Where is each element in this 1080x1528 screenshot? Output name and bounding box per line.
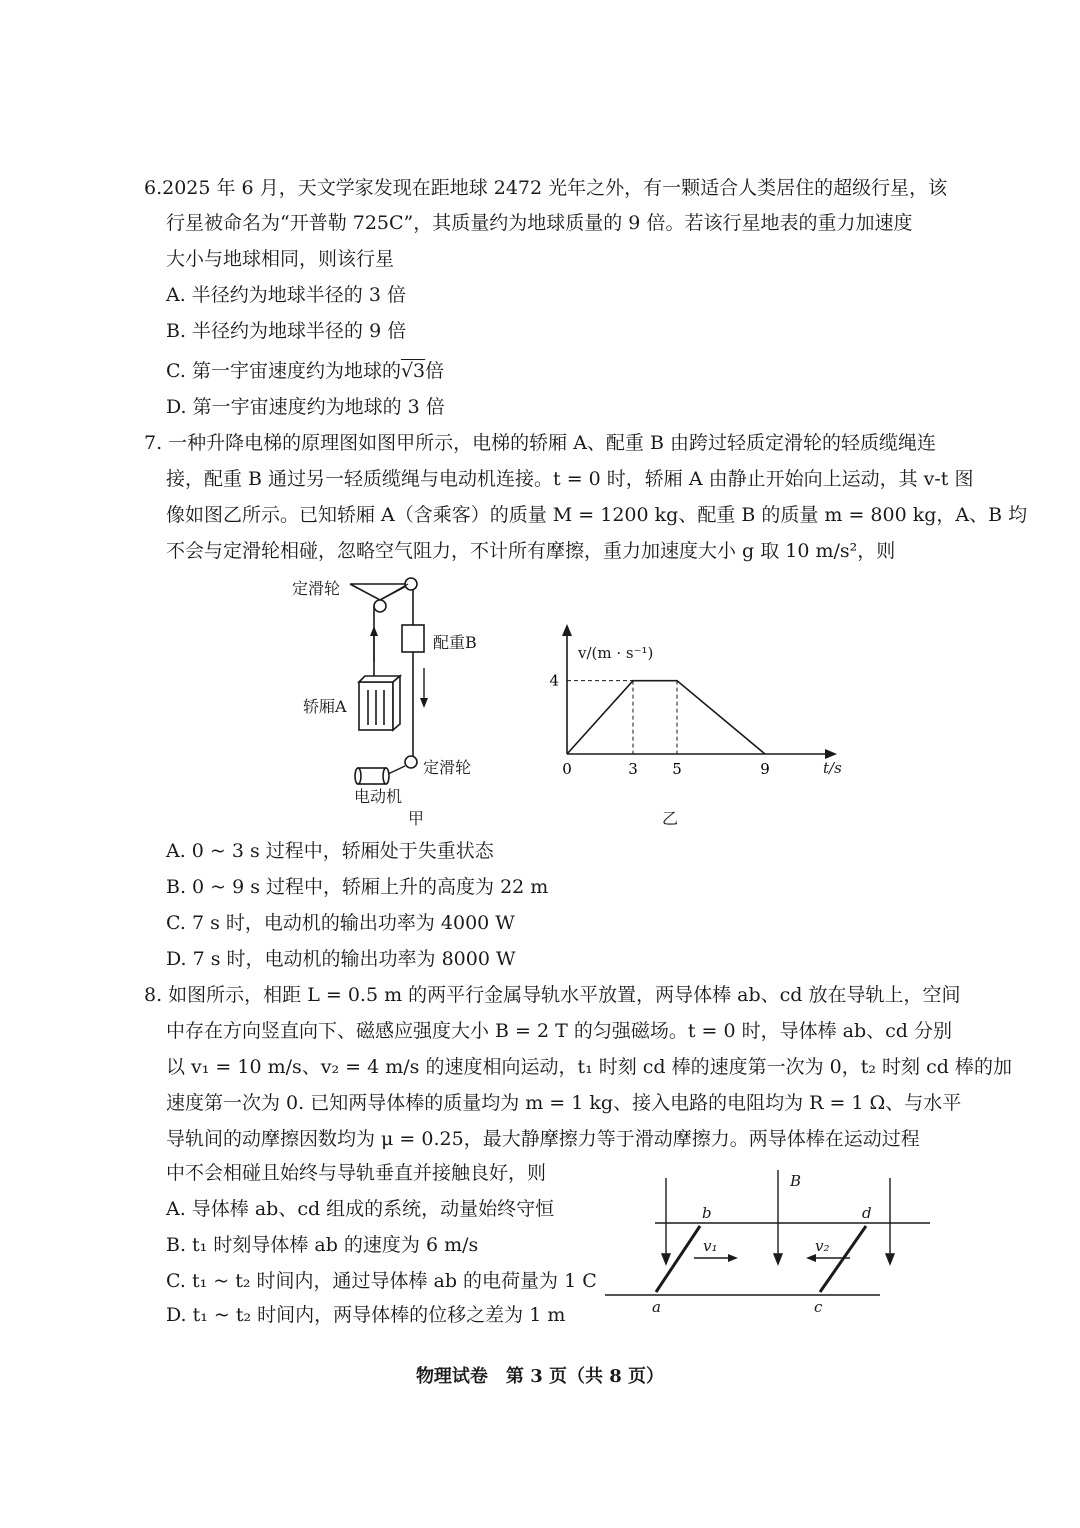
q6-option-c-suffix: 倍 bbox=[425, 360, 445, 382]
label-c: c bbox=[814, 1298, 823, 1316]
q8-line-6: 中不会相碰且始终与导轨垂直并接触良好，则 bbox=[166, 1162, 547, 1184]
x-tick-label-0: 0 bbox=[562, 760, 572, 778]
v1-arrow-head bbox=[728, 1254, 738, 1262]
x-tick-label-9: 9 bbox=[760, 760, 770, 778]
rod-cd bbox=[820, 1226, 866, 1292]
label-a: a bbox=[652, 1298, 661, 1316]
label-v2: v₂ bbox=[815, 1237, 830, 1255]
q6-line-3: 大小与地球相同，则该行星 bbox=[166, 248, 395, 270]
q7-option-d: D. 7 s 时，电动机的输出功率为 8000 W bbox=[166, 948, 516, 970]
label-top-pulley: 定滑轮 bbox=[292, 579, 341, 598]
q7-option-b: B. 0 ~ 9 s 过程中，轿厢上升的高度为 22 m bbox=[166, 876, 549, 898]
q8-line-1: 8. 如图所示，相距 L = 0.5 m 的两平行金属导轨水平放置，两导体棒 ab、cd 放在导轨上，空间 bbox=[144, 984, 961, 1006]
v2-arrow-head bbox=[806, 1254, 816, 1262]
down-arrow-head bbox=[420, 698, 428, 708]
label-d: d bbox=[862, 1204, 872, 1222]
x-axis-arrow bbox=[825, 749, 837, 759]
bottom-pulley bbox=[405, 756, 417, 768]
q7-line-1: 7. 一种升降电梯的原理图如图甲所示，电梯的轿厢 A、配重 B 由跨过轻质定滑轮的轻质缆绳连 bbox=[144, 432, 936, 454]
counterweight-box bbox=[402, 625, 424, 652]
y-axis-arrow bbox=[562, 624, 572, 636]
top-support bbox=[350, 584, 410, 600]
q8-option-a: A. 导体棒 ab、cd 组成的系统，动量始终守恒 bbox=[166, 1198, 555, 1220]
rope-motor bbox=[388, 766, 405, 774]
q8-line-2: 中存在方向竖直向下、磁感应强度大小 B = 2 T 的匀强磁场。t = 0 时，导体棒 ab、cd 分别 bbox=[166, 1020, 952, 1042]
q8-option-d: D. t₁ ~ t₂ 时间内，两导体棒的位移之差为 1 m bbox=[166, 1304, 566, 1326]
label-B: B bbox=[790, 1172, 802, 1190]
label-b: b bbox=[702, 1204, 712, 1222]
rails-diagram bbox=[600, 1160, 940, 1330]
q7-line-3: 像如图乙所示。已知轿厢 A（含乘客）的质量 M = 1200 kg、配重 B 的质量 m = 800 kg，A、B 均 bbox=[166, 504, 1028, 526]
q7-line-4: 不会与定滑轮相碰，忽略空气阻力，不计所有摩擦，重力加速度大小 g 取 10 m/s²，则 bbox=[166, 540, 896, 562]
label-cabin: 轿厢A bbox=[303, 697, 347, 716]
rod-ab bbox=[656, 1226, 700, 1292]
q7-option-c: C. 7 s 时，电动机的输出功率为 4000 W bbox=[166, 912, 515, 934]
label-counterweight: 配重B bbox=[433, 633, 477, 652]
page-footer: 物理试卷 第 3 页（共 8 页） bbox=[415, 1366, 665, 1387]
q6-option-c-text: C. 第一宇宙速度约为地球的 bbox=[166, 360, 401, 382]
x-tick-label-5: 5 bbox=[672, 760, 682, 778]
chart-xlabel: t/s bbox=[823, 759, 842, 777]
q6-line-2: 行星被命名为“开普勒 725C”，其质量约为地球质量的 9 倍。若该行星地表的重力加速度 bbox=[166, 212, 913, 234]
y-tick-label-4: 4 bbox=[549, 671, 559, 690]
q6-line-1: 6.2025 年 6 月，天文学家发现在距地球 2472 光年之外，有一颗适合人类居住的超级行星，该 bbox=[144, 177, 948, 199]
top-pulley-left bbox=[374, 600, 386, 612]
rope-over-pulley bbox=[380, 584, 408, 600]
label-bottom-pulley: 定滑轮 bbox=[423, 758, 472, 777]
sqrt-expression: √3 bbox=[400, 360, 426, 382]
caption-jia: 甲 bbox=[408, 809, 425, 828]
caption-yi: 乙 bbox=[662, 809, 679, 828]
field-arrows bbox=[662, 1170, 894, 1264]
velocity-series-line bbox=[567, 681, 765, 754]
q8-option-c: C. t₁ ~ t₂ 时间内，通过导体棒 ab 的电荷量为 1 C bbox=[166, 1270, 597, 1292]
q6-option-b: B. 半径约为地球半径的 9 倍 bbox=[166, 320, 407, 342]
q6-option-d: D. 第一宇宙速度约为地球的 3 倍 bbox=[166, 396, 445, 418]
elevator-diagram bbox=[300, 570, 520, 810]
q6-option-c bbox=[166, 358, 444, 384]
q8-line-4: 速度第一次为 0. 已知两导体棒的质量均为 m = 1 kg、接入电路的电阻均为 R = 1 Ω、与水平 bbox=[166, 1092, 962, 1114]
label-motor: 电动机 bbox=[354, 787, 403, 806]
cabin bbox=[359, 676, 400, 730]
chart-ylabel: v/(m · s⁻¹) bbox=[578, 644, 654, 662]
q8-line-3: 以 v₁ = 10 m/s、v₂ = 4 m/s 的速度相向运动，t₁ 时刻 cd 棒的速度第一次为 0，t₂ 时刻 cd 棒的加 bbox=[166, 1056, 1012, 1078]
q6-option-a: A. 半径约为地球半径的 3 倍 bbox=[166, 284, 406, 306]
q7-option-a: A. 0 ~ 3 s 过程中，轿厢处于失重状态 bbox=[166, 840, 494, 862]
motor bbox=[355, 768, 389, 784]
q8-line-5: 导轨间的动摩擦因数均为 μ = 0.25，最大静摩擦力等于滑动摩擦力。两导体棒在运动过程 bbox=[166, 1128, 920, 1150]
up-arrow-head bbox=[370, 626, 378, 636]
label-v1: v₁ bbox=[703, 1237, 718, 1255]
q8-option-b: B. t₁ 时刻导体棒 ab 的速度为 6 m/s bbox=[166, 1234, 479, 1256]
x-tick-label-3: 3 bbox=[628, 760, 638, 778]
q7-line-2: 接，配重 B 通过另一轻质缆绳与电动机连接。t = 0 时，轿厢 A 由静止开始向上运动，其 v-t 图 bbox=[166, 468, 974, 490]
